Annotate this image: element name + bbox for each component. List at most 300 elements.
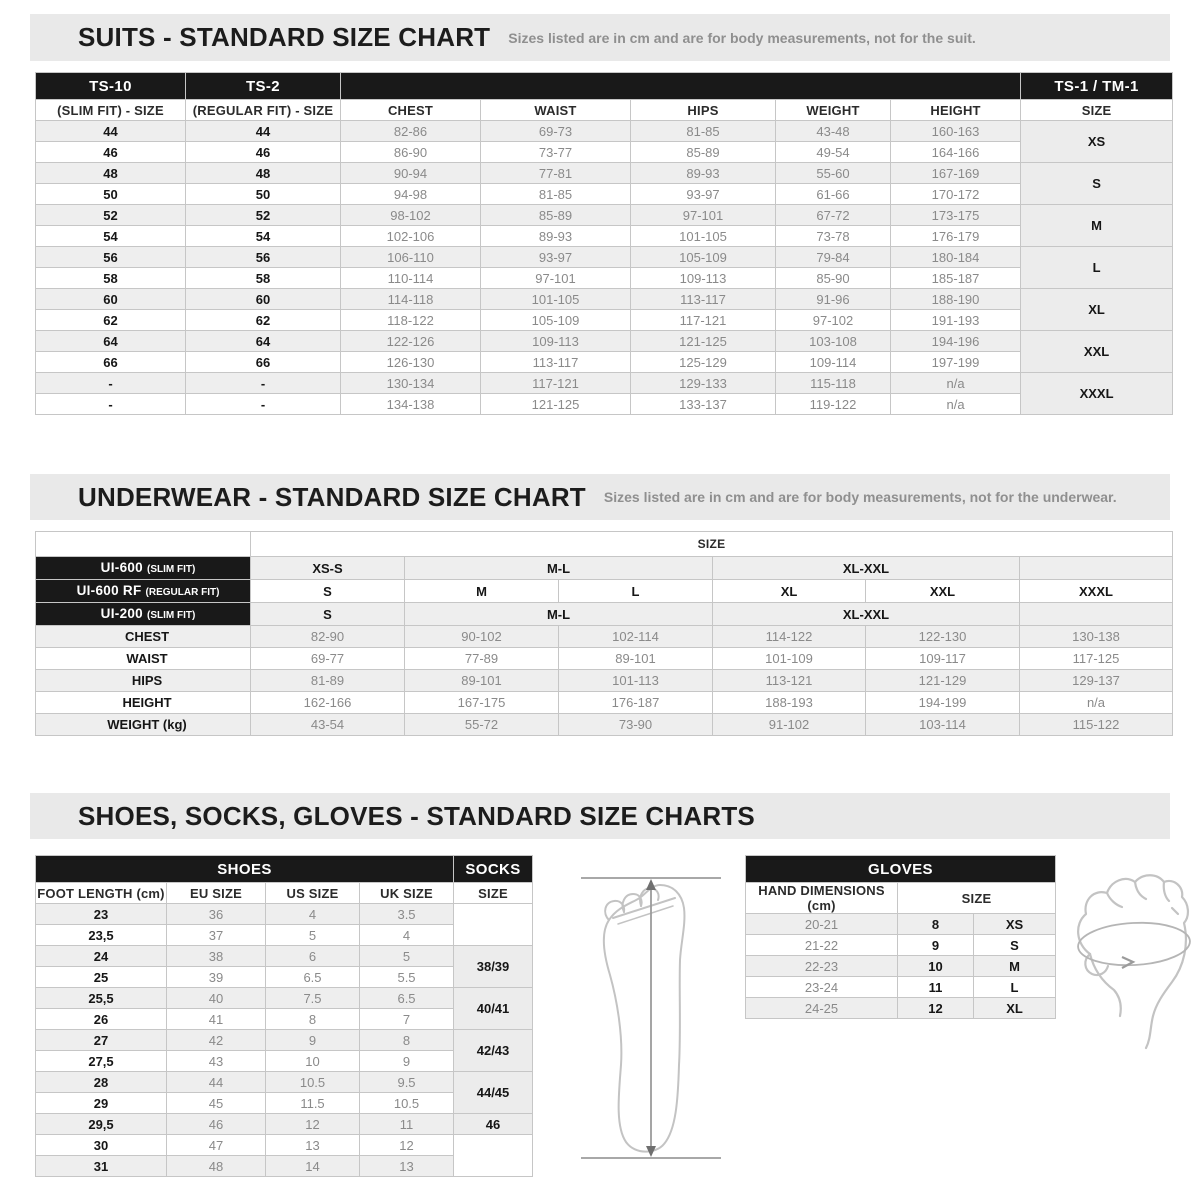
shoes-cell: 5 bbox=[266, 925, 360, 946]
suits-cell: 109-113 bbox=[631, 268, 776, 289]
shoes-cell: 5 bbox=[360, 946, 454, 967]
suits-cell: 103-108 bbox=[776, 331, 891, 352]
shoes-subheader-cell: UK SIZE bbox=[360, 883, 454, 904]
shoes-cell: 27 bbox=[36, 1030, 167, 1051]
suits-cell: 46 bbox=[36, 142, 186, 163]
suits-cell: 61-66 bbox=[776, 184, 891, 205]
suits-subheader-cell: CHEST bbox=[341, 100, 481, 121]
shoes-cell: 38 bbox=[167, 946, 266, 967]
suits-cell: 81-85 bbox=[631, 121, 776, 142]
underwear-size-cell: M-L bbox=[405, 603, 713, 626]
underwear-value-cell: 43-54 bbox=[251, 714, 405, 736]
suits-row bbox=[36, 163, 1173, 184]
underwear-size-cell: S bbox=[251, 603, 405, 626]
underwear-measure-label: WAIST bbox=[36, 648, 251, 670]
underwear-size-cell: XXXL bbox=[1020, 580, 1173, 603]
shoes-cell: 25 bbox=[36, 967, 167, 988]
suits-subheader-cell: WAIST bbox=[481, 100, 631, 121]
suits-cell: 176-179 bbox=[891, 226, 1021, 247]
suits-cell: 101-105 bbox=[631, 226, 776, 247]
shoes-cell: 13 bbox=[266, 1135, 360, 1156]
underwear-model-fit: (REGULAR FIT) bbox=[145, 587, 220, 598]
suits-cell: 85-90 bbox=[776, 268, 891, 289]
underwear-section-bar bbox=[30, 474, 1170, 520]
underwear-value-cell: 82-90 bbox=[251, 626, 405, 648]
suits-cell: 110-114 bbox=[341, 268, 481, 289]
suits-header-spacer bbox=[341, 73, 1021, 100]
gloves-size-number-cell: 12 bbox=[898, 998, 974, 1019]
underwear-value-cell: 91-102 bbox=[713, 714, 866, 736]
shoes-cell: 30 bbox=[36, 1135, 167, 1156]
shoes-merged-size-cell: 44/45 bbox=[454, 1072, 533, 1114]
suits-cell: n/a bbox=[891, 394, 1021, 415]
suits-header-ts2: TS-2 bbox=[186, 73, 341, 100]
shoes-cell: 40 bbox=[167, 988, 266, 1009]
suits-cell: 48 bbox=[36, 163, 186, 184]
suits-row bbox=[36, 205, 1173, 226]
shoes-cell: 24 bbox=[36, 946, 167, 967]
shoes-cell: 27,5 bbox=[36, 1051, 167, 1072]
underwear-value-cell: 162-166 bbox=[251, 692, 405, 714]
shoes-socks-gloves-section-title: SHOES, SOCKS, GLOVES - STANDARD SIZE CHARTS bbox=[78, 800, 755, 831]
shoes-cell: 10.5 bbox=[266, 1072, 360, 1093]
underwear-measure-row bbox=[36, 648, 1173, 670]
gloves-subheader-dimensions: HAND DIMENSIONS (cm) bbox=[746, 883, 898, 914]
underwear-model-name: UI-600 RF bbox=[76, 583, 142, 598]
shoes-cell: 28 bbox=[36, 1072, 167, 1093]
shoes-cell: 25,5 bbox=[36, 988, 167, 1009]
suits-cell: 122-126 bbox=[341, 331, 481, 352]
underwear-size-cell: XL-XXL bbox=[713, 557, 1020, 580]
shoes-cell: 4 bbox=[266, 904, 360, 925]
gloves-size-letter-cell: M bbox=[974, 956, 1056, 977]
gloves-size-number-cell: 9 bbox=[898, 935, 974, 956]
suits-header-ts10: TS-10 bbox=[36, 73, 186, 100]
underwear-value-cell: n/a bbox=[1020, 692, 1173, 714]
foot-measurement-illustration bbox=[563, 858, 738, 1188]
underwear-size-header: SIZE bbox=[251, 532, 1173, 557]
underwear-value-cell: 69-77 bbox=[251, 648, 405, 670]
suits-cell: 77-81 bbox=[481, 163, 631, 184]
suits-row bbox=[36, 352, 1173, 373]
suits-cell: 102-106 bbox=[341, 226, 481, 247]
shoes-cell: 31 bbox=[36, 1156, 167, 1177]
shoes-cell: 7 bbox=[360, 1009, 454, 1030]
underwear-value-cell: 188-193 bbox=[713, 692, 866, 714]
underwear-value-cell: 55-72 bbox=[405, 714, 559, 736]
suits-cell: 44 bbox=[36, 121, 186, 142]
suits-cell: 97-102 bbox=[776, 310, 891, 331]
suits-merged-size-cell: XXXL bbox=[1021, 373, 1173, 415]
underwear-section-note: Sizes listed are in cm and are for body measurements, not for the underwear. bbox=[603, 489, 1117, 505]
suits-subheader-cell: HEIGHT bbox=[891, 100, 1021, 121]
suits-cell: 56 bbox=[36, 247, 186, 268]
shoes-cell: 48 bbox=[167, 1156, 266, 1177]
suits-cell: 62 bbox=[186, 310, 341, 331]
underwear-value-cell: 77-89 bbox=[405, 648, 559, 670]
shoes-cell: 46 bbox=[167, 1114, 266, 1135]
suits-cell: 90-94 bbox=[341, 163, 481, 184]
shoes-row bbox=[36, 1072, 533, 1093]
suits-merged-size-cell: S bbox=[1021, 163, 1173, 205]
suits-row bbox=[36, 289, 1173, 310]
suits-cell: n/a bbox=[891, 373, 1021, 394]
suits-cell: 113-117 bbox=[481, 352, 631, 373]
shoes-cell: 47 bbox=[167, 1135, 266, 1156]
shoes-cell: 10.5 bbox=[360, 1093, 454, 1114]
suits-cell: 101-105 bbox=[481, 289, 631, 310]
suits-section-note: Sizes listed are in cm and are for body measurements, not for the suit. bbox=[508, 29, 976, 46]
suits-cell: 58 bbox=[36, 268, 186, 289]
suits-cell: 170-172 bbox=[891, 184, 1021, 205]
underwear-value-cell: 102-114 bbox=[559, 626, 713, 648]
underwear-measure-row bbox=[36, 626, 1173, 648]
suits-cell: 46 bbox=[186, 142, 341, 163]
underwear-value-cell: 101-109 bbox=[713, 648, 866, 670]
suits-cell: 43-48 bbox=[776, 121, 891, 142]
suits-cell: 66 bbox=[36, 352, 186, 373]
underwear-size-cell: XXL bbox=[866, 580, 1020, 603]
shoes-cell: 5.5 bbox=[360, 967, 454, 988]
suits-cell: 167-169 bbox=[891, 163, 1021, 184]
shoes-cell: 8 bbox=[360, 1030, 454, 1051]
gloves-size-number-cell: 10 bbox=[898, 956, 974, 977]
suits-cell: 194-196 bbox=[891, 331, 1021, 352]
suits-subheader-row bbox=[36, 100, 1173, 121]
gloves-row bbox=[746, 914, 1056, 935]
shoes-merged-size-cell: 42/43 bbox=[454, 1030, 533, 1072]
shoes-cell: 14 bbox=[266, 1156, 360, 1177]
suits-cell: 117-121 bbox=[481, 373, 631, 394]
underwear-size-cell: S bbox=[251, 580, 405, 603]
suits-row bbox=[36, 394, 1173, 415]
underwear-value-cell: 194-199 bbox=[866, 692, 1020, 714]
gloves-dimension-cell: 21-22 bbox=[746, 935, 898, 956]
suits-cell: 118-122 bbox=[341, 310, 481, 331]
shoes-cell: 26 bbox=[36, 1009, 167, 1030]
underwear-value-cell: 122-130 bbox=[866, 626, 1020, 648]
shoes-cell: 11 bbox=[360, 1114, 454, 1135]
underwear-size-cell: XL-XXL bbox=[713, 603, 1020, 626]
suits-row bbox=[36, 226, 1173, 247]
underwear-size-cell: M bbox=[405, 580, 559, 603]
shoes-row bbox=[36, 988, 533, 1009]
shoes-subheader-cell: FOOT LENGTH (cm) bbox=[36, 883, 167, 904]
underwear-value-cell: 90-102 bbox=[405, 626, 559, 648]
underwear-value-cell: 167-175 bbox=[405, 692, 559, 714]
suits-cell: 73-78 bbox=[776, 226, 891, 247]
suits-cell: 64 bbox=[186, 331, 341, 352]
suits-cell: 49-54 bbox=[776, 142, 891, 163]
shoes-merged-size-cell bbox=[454, 904, 533, 946]
gloves-dimension-cell: 22-23 bbox=[746, 956, 898, 977]
suits-subheader-cell: (REGULAR FIT) - SIZE bbox=[186, 100, 341, 121]
shoes-cell: 4 bbox=[360, 925, 454, 946]
suits-cell: 121-125 bbox=[631, 331, 776, 352]
suits-merged-size-cell: XXL bbox=[1021, 331, 1173, 373]
suits-cell: 60 bbox=[186, 289, 341, 310]
shoes-cell: 6 bbox=[266, 946, 360, 967]
suits-cell: 67-72 bbox=[776, 205, 891, 226]
shoes-socks-table bbox=[35, 855, 533, 1177]
shoes-cell: 29,5 bbox=[36, 1114, 167, 1135]
underwear-measure-label: HIPS bbox=[36, 670, 251, 692]
shoes-merged-size-cell: 40/41 bbox=[454, 988, 533, 1030]
suits-cell: 79-84 bbox=[776, 247, 891, 268]
shoes-cell: 8 bbox=[266, 1009, 360, 1030]
shoes-cell: 12 bbox=[266, 1114, 360, 1135]
suits-cell: 94-98 bbox=[341, 184, 481, 205]
shoes-merged-size-cell bbox=[454, 1135, 533, 1177]
suits-cell: 82-86 bbox=[341, 121, 481, 142]
underwear-value-cell: 176-187 bbox=[559, 692, 713, 714]
suits-cell: - bbox=[36, 394, 186, 415]
suits-cell: 109-114 bbox=[776, 352, 891, 373]
underwear-corner-cell bbox=[36, 532, 251, 557]
suits-row bbox=[36, 268, 1173, 289]
suits-subheader-cell: (SLIM FIT) - SIZE bbox=[36, 100, 186, 121]
suits-header-row bbox=[36, 73, 1173, 100]
gloves-dimension-cell: 24-25 bbox=[746, 998, 898, 1019]
shoes-cell: 3.5 bbox=[360, 904, 454, 925]
suits-row bbox=[36, 310, 1173, 331]
shoes-cell: 11.5 bbox=[266, 1093, 360, 1114]
suits-cell: 180-184 bbox=[891, 247, 1021, 268]
suits-cell: - bbox=[186, 394, 341, 415]
suits-cell: 85-89 bbox=[481, 205, 631, 226]
suits-cell: 54 bbox=[36, 226, 186, 247]
suits-cell: 73-77 bbox=[481, 142, 631, 163]
underwear-model-row bbox=[36, 603, 1173, 626]
suits-cell: 98-102 bbox=[341, 205, 481, 226]
suits-cell: 89-93 bbox=[631, 163, 776, 184]
shoes-cell: 9 bbox=[360, 1051, 454, 1072]
suits-cell: 69-73 bbox=[481, 121, 631, 142]
suits-cell: 119-122 bbox=[776, 394, 891, 415]
underwear-measure-row bbox=[36, 670, 1173, 692]
suits-cell: 126-130 bbox=[341, 352, 481, 373]
gloves-size-number-cell: 8 bbox=[898, 914, 974, 935]
shoes-row bbox=[36, 1030, 533, 1051]
suits-cell: 115-118 bbox=[776, 373, 891, 394]
shoes-cell: 9.5 bbox=[360, 1072, 454, 1093]
suits-row bbox=[36, 184, 1173, 205]
suits-row bbox=[36, 121, 1173, 142]
gloves-row bbox=[746, 956, 1056, 977]
shoes-cell: 12 bbox=[360, 1135, 454, 1156]
socks-header: SOCKS bbox=[454, 856, 533, 883]
suits-header-ts1-tm1: TS-1 / TM-1 bbox=[1021, 73, 1173, 100]
underwear-model-name: UI-600 bbox=[100, 560, 143, 575]
shoes-row bbox=[36, 946, 533, 967]
suits-cell: 58 bbox=[186, 268, 341, 289]
suits-merged-size-cell: XS bbox=[1021, 121, 1173, 163]
suits-cell: 134-138 bbox=[341, 394, 481, 415]
underwear-model-name: UI-200 bbox=[100, 606, 143, 621]
underwear-value-cell: 109-117 bbox=[866, 648, 1020, 670]
suits-cell: 185-187 bbox=[891, 268, 1021, 289]
underwear-model-label bbox=[36, 580, 251, 603]
suits-cell: 93-97 bbox=[631, 184, 776, 205]
underwear-table bbox=[35, 531, 1173, 736]
suits-section-bar bbox=[30, 14, 1170, 61]
suits-cell: 160-163 bbox=[891, 121, 1021, 142]
suits-section-title: SUITS - STANDARD SIZE CHART bbox=[78, 22, 491, 52]
underwear-value-cell: 121-129 bbox=[866, 670, 1020, 692]
shoes-cell: 45 bbox=[167, 1093, 266, 1114]
suits-cell: 130-134 bbox=[341, 373, 481, 394]
underwear-value-cell: 89-101 bbox=[405, 670, 559, 692]
suits-row bbox=[36, 373, 1173, 394]
suits-cell: 109-113 bbox=[481, 331, 631, 352]
gloves-row bbox=[746, 998, 1056, 1019]
gloves-row bbox=[746, 977, 1056, 998]
shoes-row bbox=[36, 1135, 533, 1156]
underwear-value-cell: 115-122 bbox=[1020, 714, 1173, 736]
suits-cell: 173-175 bbox=[891, 205, 1021, 226]
shoes-cell: 23,5 bbox=[36, 925, 167, 946]
shoes-row bbox=[36, 904, 533, 925]
shoes-subheader-cell: SIZE bbox=[454, 883, 533, 904]
hand-measurement-illustration bbox=[1056, 856, 1200, 1056]
suits-cell: 85-89 bbox=[631, 142, 776, 163]
gloves-size-number-cell: 11 bbox=[898, 977, 974, 998]
suits-cell: 97-101 bbox=[481, 268, 631, 289]
shoes-cell: 23 bbox=[36, 904, 167, 925]
suits-cell: 50 bbox=[186, 184, 341, 205]
underwear-value-cell: 81-89 bbox=[251, 670, 405, 692]
suits-cell: 44 bbox=[186, 121, 341, 142]
shoes-cell: 37 bbox=[167, 925, 266, 946]
suits-cell: 125-129 bbox=[631, 352, 776, 373]
suits-cell: 106-110 bbox=[341, 247, 481, 268]
shoes-cell: 39 bbox=[167, 967, 266, 988]
underwear-size-cell: M-L bbox=[405, 557, 713, 580]
suits-cell: 93-97 bbox=[481, 247, 631, 268]
suits-cell: 133-137 bbox=[631, 394, 776, 415]
gloves-subheader-row bbox=[746, 883, 1056, 914]
suits-cell: 89-93 bbox=[481, 226, 631, 247]
gloves-size-letter-cell: XL bbox=[974, 998, 1056, 1019]
underwear-value-cell: 113-121 bbox=[713, 670, 866, 692]
suits-cell: 121-125 bbox=[481, 394, 631, 415]
suits-cell: 81-85 bbox=[481, 184, 631, 205]
suits-cell: 62 bbox=[36, 310, 186, 331]
underwear-value-cell: 103-114 bbox=[866, 714, 1020, 736]
suits-table bbox=[35, 72, 1173, 415]
shoes-subheader-row bbox=[36, 883, 533, 904]
underwear-model-fit: (SLIM FIT) bbox=[147, 564, 196, 575]
suits-cell: 188-190 bbox=[891, 289, 1021, 310]
suits-cell: 48 bbox=[186, 163, 341, 184]
shoes-header-row bbox=[36, 856, 533, 883]
suits-cell: 191-193 bbox=[891, 310, 1021, 331]
suits-cell: 197-199 bbox=[891, 352, 1021, 373]
underwear-value-cell: 129-137 bbox=[1020, 670, 1173, 692]
suits-subheader-cell: WEIGHT bbox=[776, 100, 891, 121]
underwear-size-cell: XL bbox=[713, 580, 866, 603]
underwear-value-cell: 114-122 bbox=[713, 626, 866, 648]
shoes-subheader-cell: EU SIZE bbox=[167, 883, 266, 904]
suits-cell: - bbox=[36, 373, 186, 394]
suits-cell: 114-118 bbox=[341, 289, 481, 310]
underwear-measure-row bbox=[36, 692, 1173, 714]
shoes-cell: 6.5 bbox=[266, 967, 360, 988]
shoes-merged-size-cell: 46 bbox=[454, 1114, 533, 1135]
gloves-dimension-cell: 20-21 bbox=[746, 914, 898, 935]
suits-cell: 64 bbox=[36, 331, 186, 352]
suits-cell: 60 bbox=[36, 289, 186, 310]
suits-cell: - bbox=[186, 373, 341, 394]
gloves-header: GLOVES bbox=[746, 856, 1056, 883]
suits-cell: 117-121 bbox=[631, 310, 776, 331]
suits-merged-size-cell: M bbox=[1021, 205, 1173, 247]
shoes-cell: 36 bbox=[167, 904, 266, 925]
underwear-model-label bbox=[36, 603, 251, 626]
suits-subheader-cell: SIZE bbox=[1021, 100, 1173, 121]
gloves-size-letter-cell: XS bbox=[974, 914, 1056, 935]
underwear-measure-label: HEIGHT bbox=[36, 692, 251, 714]
gloves-table bbox=[745, 855, 1056, 1019]
shoes-header: SHOES bbox=[36, 856, 454, 883]
underwear-size-cell bbox=[1020, 603, 1173, 626]
gloves-dimension-cell: 23-24 bbox=[746, 977, 898, 998]
underwear-model-label bbox=[36, 557, 251, 580]
suits-cell: 52 bbox=[36, 205, 186, 226]
underwear-measure-label: WEIGHT (kg) bbox=[36, 714, 251, 736]
suits-cell: 56 bbox=[186, 247, 341, 268]
shoes-cell: 9 bbox=[266, 1030, 360, 1051]
shoes-socks-gloves-section-bar bbox=[30, 793, 1170, 839]
suits-subheader-cell: HIPS bbox=[631, 100, 776, 121]
underwear-size-cell: L bbox=[559, 580, 713, 603]
suits-cell: 91-96 bbox=[776, 289, 891, 310]
suits-merged-size-cell: XL bbox=[1021, 289, 1173, 331]
shoes-cell: 29 bbox=[36, 1093, 167, 1114]
shoes-merged-size-cell: 38/39 bbox=[454, 946, 533, 988]
suits-cell: 55-60 bbox=[776, 163, 891, 184]
suits-cell: 129-133 bbox=[631, 373, 776, 394]
shoes-cell: 6.5 bbox=[360, 988, 454, 1009]
underwear-measure-row bbox=[36, 714, 1173, 736]
suits-row bbox=[36, 331, 1173, 352]
shoes-cell: 10 bbox=[266, 1051, 360, 1072]
underwear-size-cell bbox=[1020, 557, 1173, 580]
suits-merged-size-cell: L bbox=[1021, 247, 1173, 289]
shoes-cell: 7.5 bbox=[266, 988, 360, 1009]
suits-cell: 52 bbox=[186, 205, 341, 226]
shoes-subheader-cell: US SIZE bbox=[266, 883, 360, 904]
shoes-cell: 44 bbox=[167, 1072, 266, 1093]
underwear-value-cell: 89-101 bbox=[559, 648, 713, 670]
suits-cell: 50 bbox=[36, 184, 186, 205]
suits-cell: 105-109 bbox=[631, 247, 776, 268]
underwear-model-row bbox=[36, 557, 1173, 580]
underwear-section-title: UNDERWEAR - STANDARD SIZE CHART bbox=[78, 481, 586, 512]
underwear-value-cell: 73-90 bbox=[559, 714, 713, 736]
suits-row bbox=[36, 247, 1173, 268]
underwear-model-row bbox=[36, 580, 1173, 603]
shoes-cell: 41 bbox=[167, 1009, 266, 1030]
underwear-value-cell: 117-125 bbox=[1020, 648, 1173, 670]
shoes-cell: 42 bbox=[167, 1030, 266, 1051]
suits-row bbox=[36, 142, 1173, 163]
suits-cell: 105-109 bbox=[481, 310, 631, 331]
underwear-measure-label: CHEST bbox=[36, 626, 251, 648]
underwear-model-fit: (SLIM FIT) bbox=[147, 610, 196, 621]
suits-cell: 97-101 bbox=[631, 205, 776, 226]
suits-cell: 86-90 bbox=[341, 142, 481, 163]
